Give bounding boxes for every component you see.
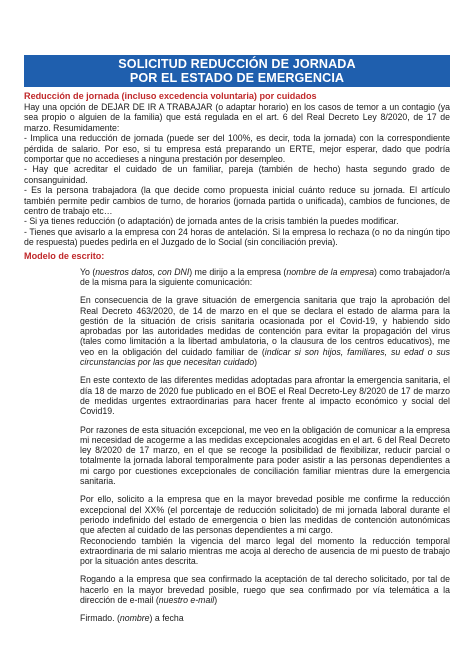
placeholder-familiares: indicar si son hijos, familiares, su edad o sus circunstancias por las que necesitan cuidado [80, 346, 450, 368]
placeholder-nombre: nombre [119, 613, 150, 624]
text-run: ) a fecha [149, 613, 184, 624]
letter-paragraph-4: Por razones de esta situación excepcional, me veo en la obligación de comunicar a la empresa mi necesidad de acogerme a las medidas excepcionales acogidas en el art. 6 del Real Decreto ley 8/2020 de 17 marzo, en el que se recoge la posibilidad de flexibilizar, reducir parcial o totalmente la jornada laboral temporalmente para poder asistir a las personas dependientes a mi cargo por cuestiones excepcionales de conciliación familiar mientras dure la emergencia sanitaria. [80, 424, 450, 487]
bullet-persona: - Es la persona trabajadora (la que decide como propuesta inicial cuánto reduce su jornada. El artículo también permite pedir cambios de turno, de horarios (jornada partida o unificada), cambios de funciones, de centro de trabajo etc… [24, 185, 450, 217]
text-run: Rogando a la empresa que sea confirmado la aceptación de tal derecho solicitado, por tal de hacerlo en la mayor brevedad posible, ruego que sea confirmado por vía telemática a la dirección de e-mail ( [80, 574, 450, 605]
letter-paragraph-3: En este contexto de las diferentes medidas adoptadas para afrontar la emergencia sanitaria, el día 18 de marzo de 2020 fue publicado en el BOE el Real Decreto-Ley 8/2020 de 17 de marzo de medidas urgentes extraordinarias para hacer frente al impacto económico y social del Covid19. [80, 375, 450, 417]
text-run: En consecuencia de la grave situación de emergencia sanitaria que trajo la aprobación del Real Decreto 463/2020, de 14 de marzo en el que se declara el estado de alarma para la gestión de la situación de crisis sanitaria ocasionada por el Covid-19, y habiendo sido aprobadas por las autoridades medidas de contención para evitar la propagación del virus (tales como limitación a la libertad ambulatoria, o la clausura de los centros educativos), me veo en la obligación del cuidado familiar de ( [80, 295, 450, 357]
text-run: ) [214, 595, 218, 605]
placeholder-email: nuestro e-mail [158, 595, 215, 605]
bullet-acreditar: - Hay que acreditar el cuidado de un familiar, pareja (también de hecho) hasta segundo grado de consanguinidad. [24, 164, 450, 185]
letter-paragraph-7 [80, 574, 450, 605]
text-run: Yo ( [80, 266, 96, 277]
bullet-avisar: - Tienes que avisarlo a la empresa con 24 horas de antelación. Si la empresa lo rechaza (o no da ningún tipo de respuesta) puedes pedirla en el Juzgado de lo Social (sin conciliación previa). [24, 226, 450, 248]
bullet-reduccion: - Implica una reducción de jornada (puede ser del 100%, es decir, toda la jornada) con la correspondiente pérdida de salario. Por eso, si tu empresa está preparando un ERTE, mejor esperar, dado que podría comportar que no accedieses a ninguna prestación por desempleo. [24, 133, 450, 165]
letter-paragraph-2 [80, 295, 450, 367]
letter-paragraph-1 [80, 267, 450, 288]
letter-template [80, 267, 450, 624]
section-heading-reduccion: Reducción de jornada (incluso excedencia voluntaria) por cuidados [24, 91, 317, 101]
title-banner [24, 55, 450, 87]
text-run: Firmado. ( [80, 613, 120, 624]
title-line-2: POR EL ESTADO DE EMERGENCIA [129, 71, 345, 85]
title-line-1: SOLICITUD REDUCCIÓN DE JORNADA [118, 57, 356, 71]
letter-paragraph-5: Por ello, solicito a la empresa que en la mayor brevedad posible me confirme la reducción excepcional del XX% (el porcentaje de reducción solicitado) de mi jornada laboral durante el periodo indefinido del estado de emergencia o bien las medidas de contención autonómicas que afecten al cuidado de las personas dependientes a mi cargo. [80, 494, 450, 536]
text-run: ) [254, 357, 258, 368]
letter-signature [80, 613, 450, 623]
intro-paragraph: Hay una opción de DEJAR DE IR A TRABAJAR (o adaptar horario) en los casos de temor a un contagio (ya sea propio o alguien de la familia) que está regulada en el art. 6 del Real Decreto Ley 8/2020, de 17 de marzo. Resumidamente: [24, 102, 450, 133]
text-run: ) me dirijo a la empresa ( [189, 266, 287, 277]
letter-paragraph-6: Reconociendo también la vigencia del marco legal del momento la reducción temporal extraordinaria de mi salario mientras me acoja al derecho de ausencia de mi puesto de trabajo por la situación antes descrita. [80, 535, 450, 567]
placeholder-datos: nuestros datos, con DNI [95, 266, 190, 277]
text-run: ) como trabajador/a de la misma para la siguiente comunicación: [80, 266, 450, 287]
bullet-modificar: - Si ya tienes reducción (o adaptación) de jornada antes de la crisis también la puedes modificar. [24, 216, 399, 227]
section-body-reduccion [24, 102, 450, 248]
section-heading-modelo: Modelo de escrito: [24, 250, 105, 261]
placeholder-empresa: nombre de la empresa [286, 266, 375, 277]
